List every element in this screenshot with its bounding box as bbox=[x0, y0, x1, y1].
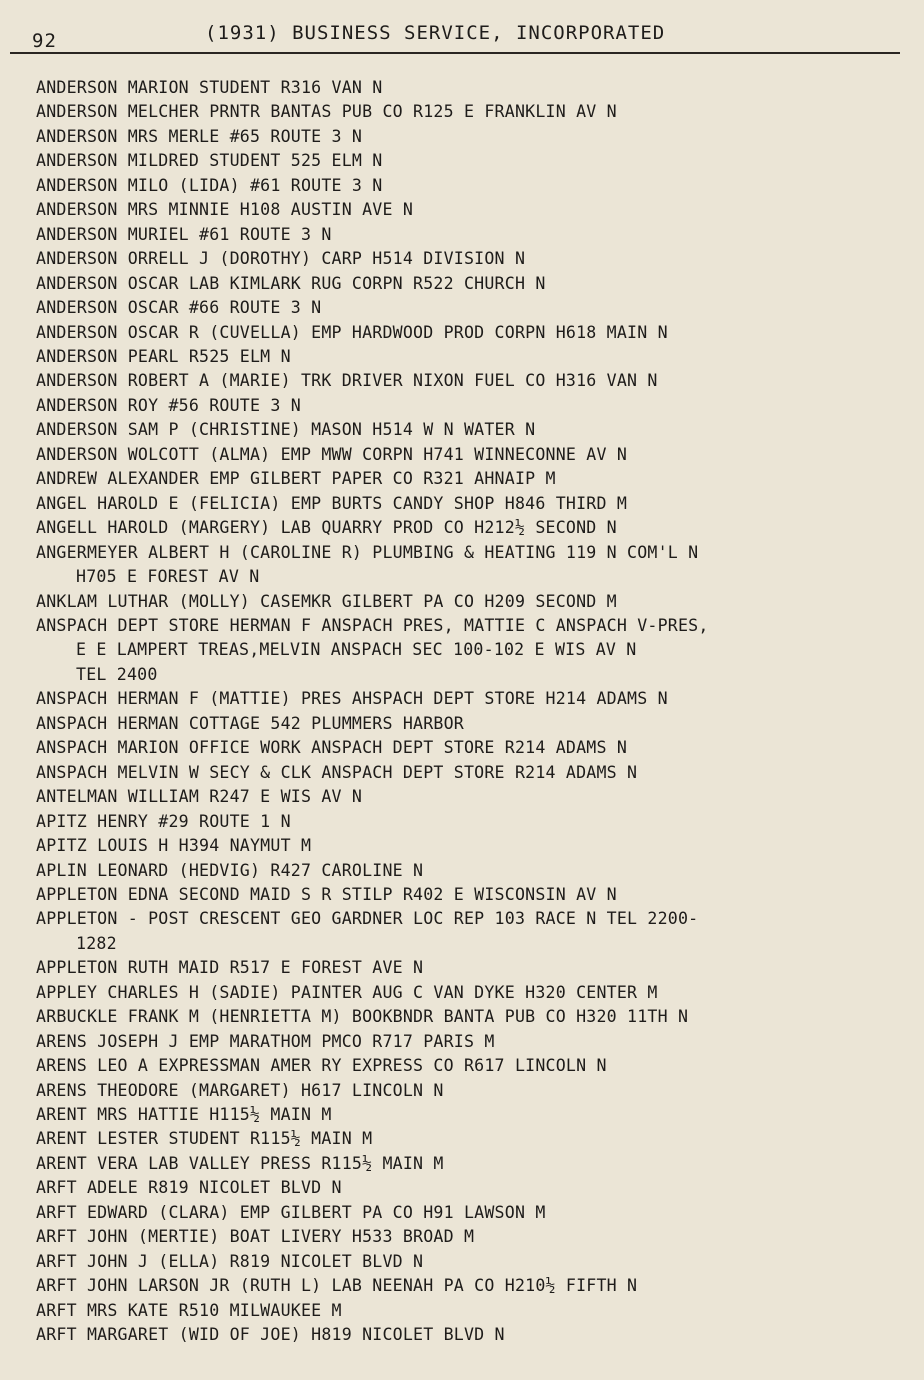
header-rule bbox=[10, 52, 900, 54]
directory-entry: ANDERSON MRS MINNIE H108 AUSTIN AVE N bbox=[36, 200, 414, 220]
directory-entry: ANDERSON MURIEL #61 ROUTE 3 N bbox=[36, 224, 332, 244]
directory-entry: ARFT JOHN (MERTIE) BOAT LIVERY H533 BROAD M bbox=[36, 1227, 475, 1247]
directory-entry: ANSPACH HERMAN COTTAGE 542 PLUMMERS HARBOR bbox=[36, 713, 464, 733]
directory-entry: APITZ LOUIS H H394 NAYMUT M bbox=[36, 836, 312, 856]
directory-entry: ARFT MARGARET (WID OF JOE) H819 NICOLET BLVD N bbox=[36, 1325, 505, 1345]
directory-entry-continuation: H705 E FOREST AV N bbox=[76, 567, 260, 587]
page-number: 92 bbox=[32, 30, 57, 52]
directory-entry: ANDERSON OSCAR LAB KIMLARK RUG CORPN R522 CHURCH N bbox=[36, 273, 546, 293]
directory-entry: ANDERSON MILO (LIDA) #61 ROUTE 3 N bbox=[36, 175, 383, 195]
directory-entry: ARFT ADELE R819 NICOLET BLVD N bbox=[36, 1178, 342, 1198]
page-header bbox=[0, 0, 924, 60]
directory-entry: ANDERSON PEARL R525 ELM N bbox=[36, 346, 291, 366]
directory-entry: APPLEY CHARLES H (SADIE) PAINTER AUG C VAN DYKE H320 CENTER M bbox=[36, 982, 658, 1002]
directory-entry: ANKLAM LUTHAR (MOLLY) CASEMKR GILBERT PA CO H209 SECOND M bbox=[36, 591, 617, 611]
directory-entry: ARFT JOHN LARSON JR (RUTH L) LAB NEENAH PA CO H210½ FIFTH N bbox=[36, 1276, 638, 1296]
directory-entry: ANDERSON ROBERT A (MARIE) TRK DRIVER NIXON FUEL CO H316 VAN N bbox=[36, 371, 658, 391]
directory-entry: ANGELL HAROLD (MARGERY) LAB QUARRY PROD CO H212½ SECOND N bbox=[36, 518, 617, 538]
directory-entry: ANTELMAN WILLIAM R247 E WIS AV N bbox=[36, 787, 363, 807]
directory-entry: ANDREW ALEXANDER EMP GILBERT PAPER CO R321 AHNAIP M bbox=[36, 469, 556, 489]
directory-entry: ANDERSON MILDRED STUDENT 525 ELM N bbox=[36, 151, 383, 171]
directory-entry: ANDERSON WOLCOTT (ALMA) EMP MWW CORPN H741 WINNECONNE AV N bbox=[36, 444, 628, 464]
directory-entry-continuation: TEL 2400 bbox=[76, 664, 158, 684]
directory-entry: ANDERSON OSCAR #66 ROUTE 3 N bbox=[36, 298, 322, 318]
directory-entry: ARENT LESTER STUDENT R115½ MAIN M bbox=[36, 1129, 373, 1149]
directory-entry: ARENS JOSEPH J EMP MARATHOM PMCO R717 PARIS M bbox=[36, 1031, 495, 1051]
directory-listing bbox=[36, 76, 906, 1348]
running-head: (1931) BUSINESS SERVICE, INCORPORATED bbox=[205, 22, 666, 44]
directory-entry: ANSPACH MARION OFFICE WORK ANSPACH DEPT STORE R214 ADAMS N bbox=[36, 738, 628, 758]
directory-entry: ANSPACH MELVIN W SECY & CLK ANSPACH DEPT STORE R214 ADAMS N bbox=[36, 762, 638, 782]
directory-entry: APPLETON - POST CRESCENT GEO GARDNER LOC REP 103 RACE N TEL 2200- bbox=[36, 909, 699, 929]
directory-entry: ANGERMEYER ALBERT H (CAROLINE R) PLUMBING & HEATING 119 N COM'L N bbox=[36, 542, 699, 562]
directory-entry: ARENS THEODORE (MARGARET) H617 LINCOLN N bbox=[36, 1080, 444, 1100]
directory-entry: APLIN LEONARD (HEDVIG) R427 CAROLINE N bbox=[36, 860, 424, 880]
directory-entry: ARFT JOHN J (ELLA) R819 NICOLET BLVD N bbox=[36, 1251, 424, 1271]
directory-entry: ANDERSON ORRELL J (DOROTHY) CARP H514 DIVISION N bbox=[36, 249, 526, 269]
directory-entry: ARENS LEO A EXPRESSMAN AMER RY EXPRESS CO R617 LINCOLN N bbox=[36, 1056, 607, 1076]
directory-entry: ANSPACH HERMAN F (MATTIE) PRES AHSPACH DEPT STORE H214 ADAMS N bbox=[36, 689, 668, 709]
directory-entry: ARENT MRS HATTIE H115½ MAIN M bbox=[36, 1105, 332, 1125]
directory-entry: ARENT VERA LAB VALLEY PRESS R115½ MAIN M bbox=[36, 1153, 444, 1173]
directory-entry: ANDERSON MRS MERLE #65 ROUTE 3 N bbox=[36, 126, 363, 146]
directory-entry: ANDERSON OSCAR R (CUVELLA) EMP HARDWOOD PROD CORPN H618 MAIN N bbox=[36, 322, 668, 342]
directory-entry: ANDERSON ROY #56 ROUTE 3 N bbox=[36, 395, 301, 415]
directory-entry: ARFT EDWARD (CLARA) EMP GILBERT PA CO H91 LAWSON M bbox=[36, 1202, 546, 1222]
directory-entry: ANDERSON MELCHER PRNTR BANTAS PUB CO R125 E FRANKLIN AV N bbox=[36, 102, 617, 122]
directory-entry: ANSPACH DEPT STORE HERMAN F ANSPACH PRES, MATTIE C ANSPACH V-PRES, bbox=[36, 615, 709, 635]
directory-entry: ARFT MRS KATE R510 MILWAUKEE M bbox=[36, 1300, 342, 1320]
directory-entry: APPLETON EDNA SECOND MAID S R STILP R402 E WISCONSIN AV N bbox=[36, 884, 617, 904]
directory-entry: APPLETON RUTH MAID R517 E FOREST AVE N bbox=[36, 958, 424, 978]
directory-entry-continuation: E E LAMPERT TREAS,MELVIN ANSPACH SEC 100-102 E WIS AV N bbox=[76, 640, 637, 660]
directory-entry: ANDERSON SAM P (CHRISTINE) MASON H514 W N WATER N bbox=[36, 420, 536, 440]
directory-entry: ARBUCKLE FRANK M (HENRIETTA M) BOOKBNDR BANTA PUB CO H320 11TH N bbox=[36, 1007, 689, 1027]
directory-entry-continuation: 1282 bbox=[76, 933, 117, 953]
directory-entry: ANGEL HAROLD E (FELICIA) EMP BURTS CANDY SHOP H846 THIRD M bbox=[36, 493, 628, 513]
directory-entry: APITZ HENRY #29 ROUTE 1 N bbox=[36, 811, 291, 831]
directory-entry: ANDERSON MARION STUDENT R316 VAN N bbox=[36, 78, 383, 97]
